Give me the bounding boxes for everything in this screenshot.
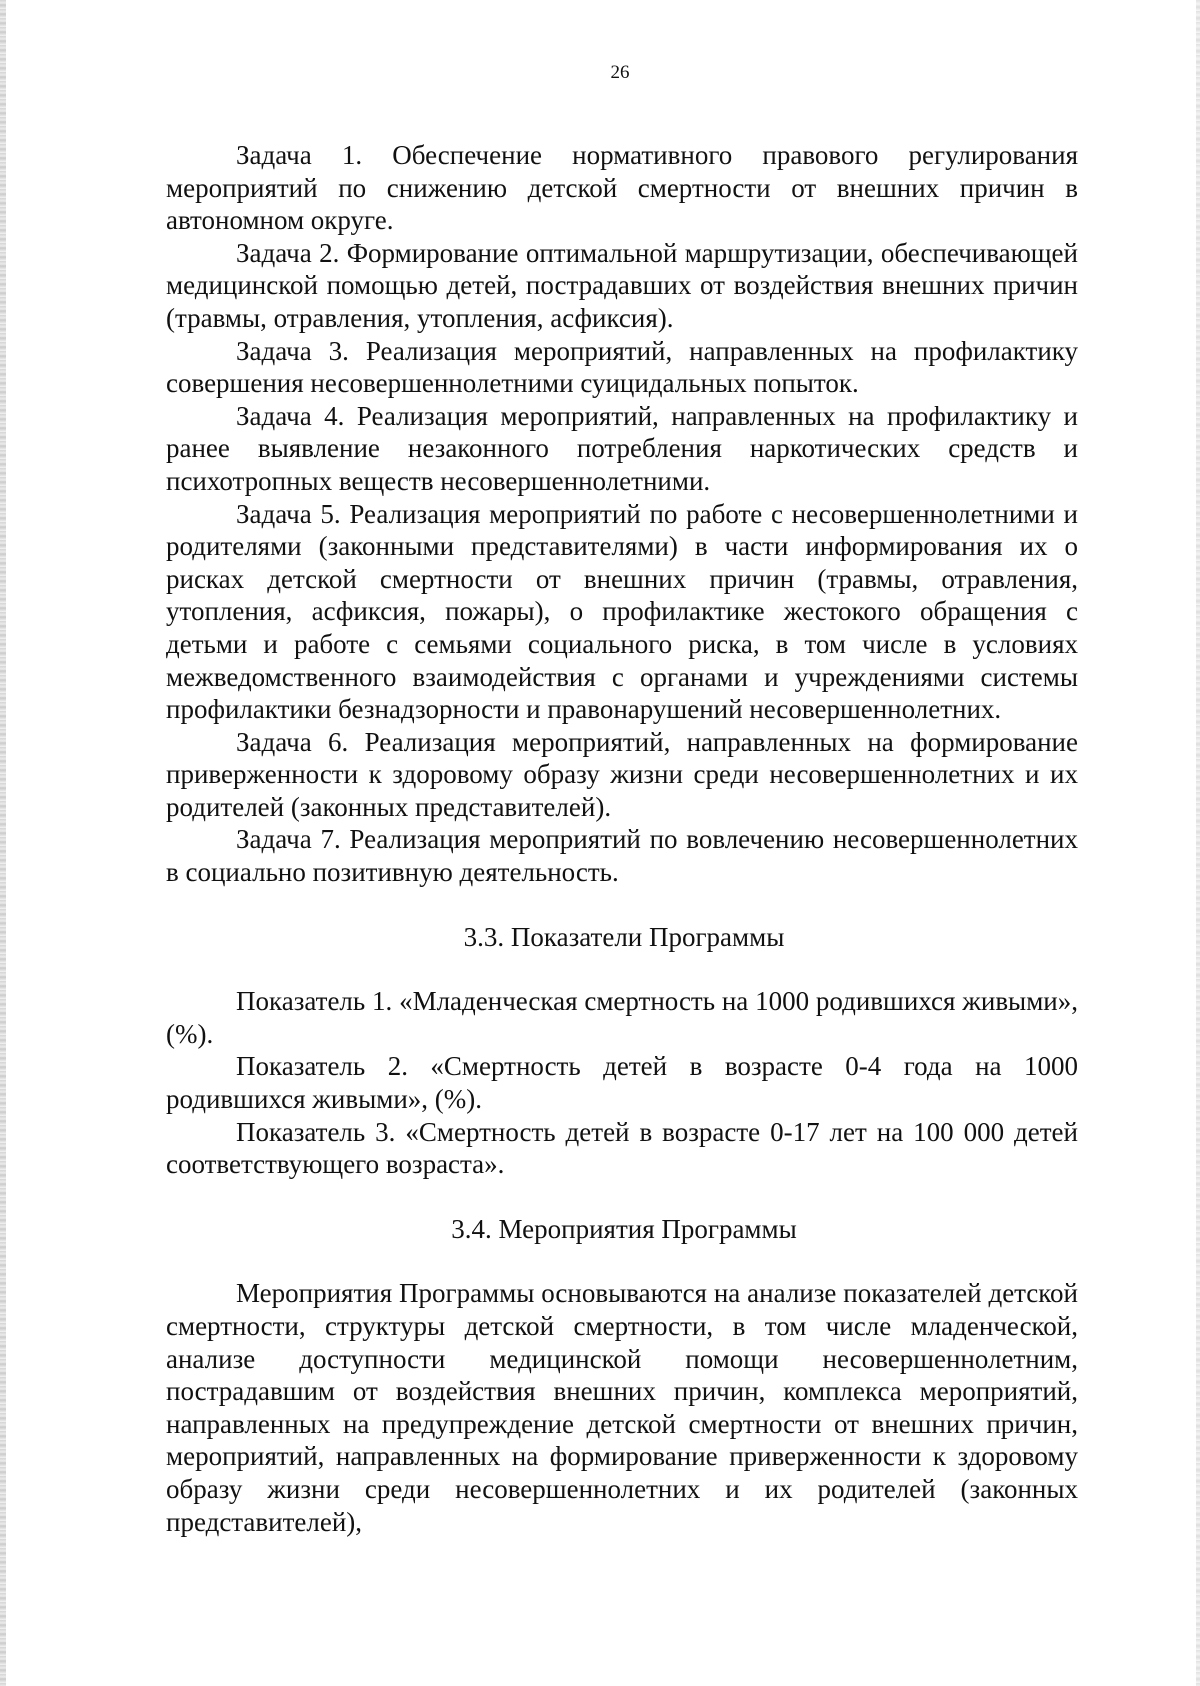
page-number: 26 xyxy=(610,62,630,83)
section-heading-indicators: 3.3. Показатели Программы xyxy=(463,921,785,952)
task-7-paragraph: Задача 7. Реализация мероприятий по вовлечению несовершеннолетних в социально позитивную деятельность. xyxy=(166,824,1078,888)
task-4-paragraph: Задача 4. Реализация мероприятий, направленных на профилактику и ранее выявление незаконного потребления наркотических средств и психотропных веществ несовершеннолетними. xyxy=(166,400,1078,496)
document-body xyxy=(166,139,1078,1538)
spacer xyxy=(166,953,1078,985)
spacer xyxy=(166,1245,1078,1277)
task-6-paragraph: Задача 6. Реализация мероприятий, направленных на формирование приверженности к здоровому образу жизни среди несовершеннолетних и их родителей (законных представителей). xyxy=(166,726,1078,822)
task-3-paragraph: Задача 3. Реализация мероприятий, направленных на профилактику совершения несовершеннолетними суицидальных попыток. xyxy=(166,335,1078,399)
spacer xyxy=(166,889,1078,921)
indicator-1-paragraph: Показатель 1. «Младенческая смертность на 1000 родившихся живыми», (%). xyxy=(166,986,1078,1049)
spacer xyxy=(166,1181,1078,1213)
task-1-paragraph: Задача 1. Обеспечение нормативного правового регулирования мероприятий по снижению детской смертности от внешних причин в автономном округе. xyxy=(166,140,1078,236)
indicator-3-paragraph: Показатель 3. «Смертность детей в возрасте 0-17 лет на 100 000 детей соответствующего возраста». xyxy=(166,1116,1078,1180)
section-heading-activities: 3.4. Мероприятия Программы xyxy=(451,1213,797,1244)
scan-edge-right xyxy=(1196,0,1200,1686)
scan-edge-left xyxy=(0,0,6,1686)
activities-paragraph: Мероприятия Программы основываются на анализе показателей детской смертности, структуры детской смертности, в том числе младенческой, анализе доступности медицинской помощи несовершеннолетним, пострадавшим от воздействия внешних причин, комплекса мероприятий, направленных на предупреждение детской смертности от внешних причин, мероприятий, направленных на формирование приверженности к здоровому образу жизни среди несовершеннолетних и их родителей (законных представителей), xyxy=(166,1278,1078,1537)
task-2-paragraph: Задача 2. Формирование оптимальной маршрутизации, обеспечивающей медицинской помощью детей, пострадавших от воздействия внешних причин (травмы, отравления, утопления, асфиксия). xyxy=(166,237,1078,333)
task-5-paragraph: Задача 5. Реализация мероприятий по работе с несовершеннолетними и родителями (законными представителями) в части информирования их о рисках детской смертности от внешних причин (травмы, отравления, утопления, асфиксия, пожары), о профилактике жестокого обращения с детьми и работе с семьями социального риска, в том числе в условиях межведомственного взаимодействия с органами и учреждениями системы профилактики безнадзорности и правонарушений несовершеннолетних. xyxy=(166,498,1078,725)
indicator-2-paragraph: Показатель 2. «Смертность детей в возрасте 0-4 года на 1000 родившихся живыми», (%). xyxy=(166,1051,1078,1115)
